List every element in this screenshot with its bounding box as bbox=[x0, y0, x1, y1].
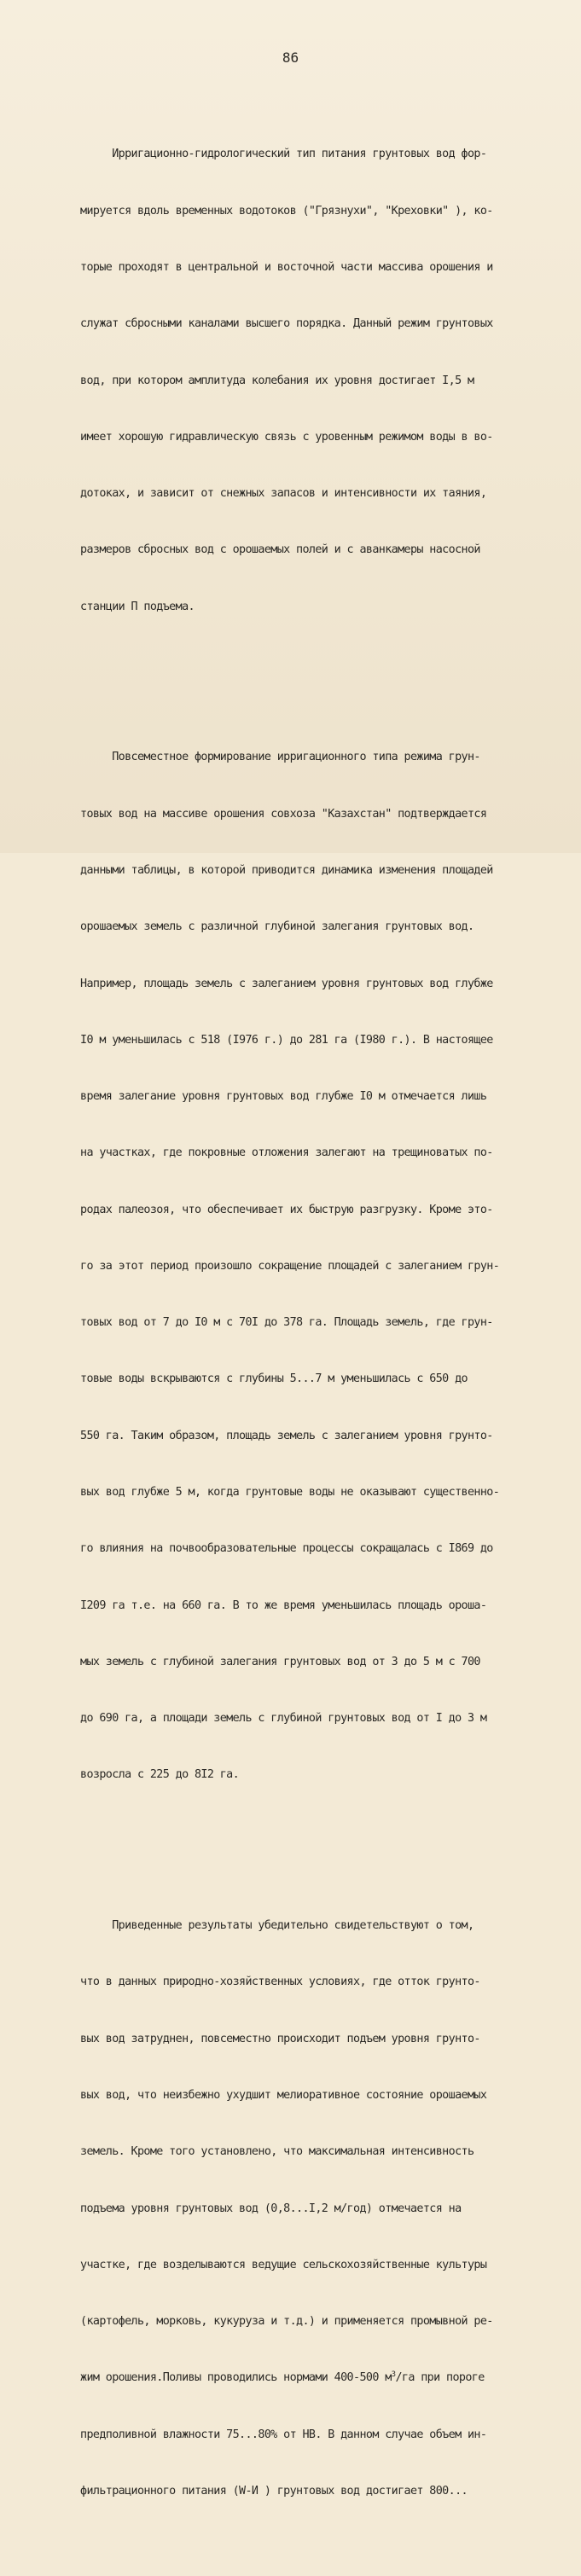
text-line: на участках, где покровные отложения залегают на трещиноватых по- bbox=[80, 1146, 493, 1160]
text-line: станции П подъема. bbox=[80, 600, 195, 613]
text-line: служат сбросными каналами высшего порядка. Данный режим грунтовых bbox=[80, 317, 493, 331]
text-line: возросла с 225 до 8I2 га. bbox=[80, 1768, 240, 1782]
text-line: I0 м уменьшилась с 518 (I976 г.) до 281 га (I980 г.). В настоящее bbox=[80, 1033, 493, 1047]
text-line: I209 га т.е. на 660 га. В то же время уменьшилась площадь ороша- bbox=[80, 1598, 487, 1612]
irrigation-norms-text: жим орошения.Поливы проводились нормами 400-500 м bbox=[80, 2371, 392, 2385]
text-line: Ирригационно-гидрологический тип питания грунтовых вод фор- bbox=[80, 148, 487, 161]
text-line: вод, при котором амплитуда колебания их уровня достигает I,5 м bbox=[80, 374, 474, 387]
text-line-irrigation-norms bbox=[80, 2369, 558, 2387]
text-line: товых вод на массиве орошения совхоза "Казахстан" подтверждается bbox=[80, 807, 487, 821]
text-line: до 690 га, а площади земель с глубиной грунтовых вод от I до 3 м bbox=[80, 1712, 487, 1726]
cubic-superscript: 3 bbox=[391, 2370, 396, 2380]
text-line: предполивной влажности 75...80% от НВ. В данном случае объем ин- bbox=[80, 2428, 487, 2441]
text-line: время залегание уровня грунтовых вод глубже I0 м отмечается лишь bbox=[80, 1090, 487, 1104]
text-line: го влияния на почвообразовательные процессы сокращалась с I869 до bbox=[80, 1542, 493, 1556]
text-line: вых вод глубже 5 м, когда грунтовые воды не оказывают существенно- bbox=[80, 1486, 500, 1500]
text-line: го за этот период произошло сокращение площадей с залеганием грун- bbox=[80, 1259, 500, 1273]
text-line: подъема уровня грунтовых вод (0,8...I,2 м/год) отмечается на bbox=[80, 2202, 462, 2215]
text-line: Повсеместное формирование ирригационного типа режима грун- bbox=[80, 751, 480, 764]
text-line: вых вод затруднен, повсеместно происходит подъем уровня грунто- bbox=[80, 2032, 480, 2045]
text-line: дотоках, и зависит от снежных запасов и интенсивности их таяния, bbox=[80, 487, 487, 501]
text-line: Например, площадь земель с залеганием уровня грунтовых вод глубже bbox=[80, 977, 493, 990]
text-line: торые проходят в центральной и восточной части массива орошения и bbox=[80, 260, 493, 274]
text-line: 550 га. Таким образом, площадь земель с залеганием уровня грунто- bbox=[80, 1429, 493, 1442]
text-line: участке, где возделываются ведущие сельскохозяйственные культуры bbox=[80, 2258, 487, 2271]
text-line: (картофель, морковь, кукуруза и т.д.) и применяется промывной ре- bbox=[80, 2315, 493, 2329]
irrigation-norms-unit-text: /га при пороге bbox=[395, 2371, 485, 2385]
text-line: земель. Кроме того установлено, что максимальная интенсивность bbox=[80, 2145, 474, 2159]
text-line: фильтрационного питания (W-И ) грунтовых вод достигает 800... bbox=[80, 2485, 468, 2498]
text-line: имеет хорошую гидравлическую связь с уровенным режимом воды в во- bbox=[80, 430, 493, 444]
text-line: вых вод, что неизбежно ухудшит мелиоративное состояние орошаемых bbox=[80, 2089, 487, 2103]
text-line: мых земель с глубиной залегания грунтовых вод от 3 до 5 м с 700 bbox=[80, 1655, 480, 1668]
document-body bbox=[80, 70, 558, 2576]
text-line: размеров сбросных вод с орошаемых полей и с аванкамеры насосной bbox=[80, 543, 480, 557]
text-line: товые воды вскрываются с глубины 5...7 м уменьшилась с 650 до bbox=[80, 1372, 468, 1386]
text-line: родах палеозоя, что обеспечивает их быструю разгрузку. Кроме это- bbox=[80, 1203, 493, 1216]
paragraph-irrigation-hydrology bbox=[80, 107, 558, 654]
text-line: данными таблицы, в которой приводится динамика изменения площадей bbox=[80, 863, 493, 877]
text-line: мируется вдоль временных водотоков ("Грязнухи", "Креховки" ), ко- bbox=[80, 204, 493, 218]
paragraph-results bbox=[80, 1879, 558, 2538]
page-number: 86 bbox=[282, 49, 299, 66]
text-line: товых вод от 7 до I0 м с 70I до 378 га. Площадь земель, где грун- bbox=[80, 1316, 493, 1330]
text-line: что в данных природно-хозяйственных условиях, где отток грунто- bbox=[80, 1976, 480, 1989]
text-line: Приведенные результаты убедительно свидетельствуют о том, bbox=[80, 1919, 474, 1933]
paragraph-formation-regime bbox=[80, 711, 558, 1823]
text-line: орошаемых земель с различной глубиной залегания грунтовых вод. bbox=[80, 920, 474, 934]
